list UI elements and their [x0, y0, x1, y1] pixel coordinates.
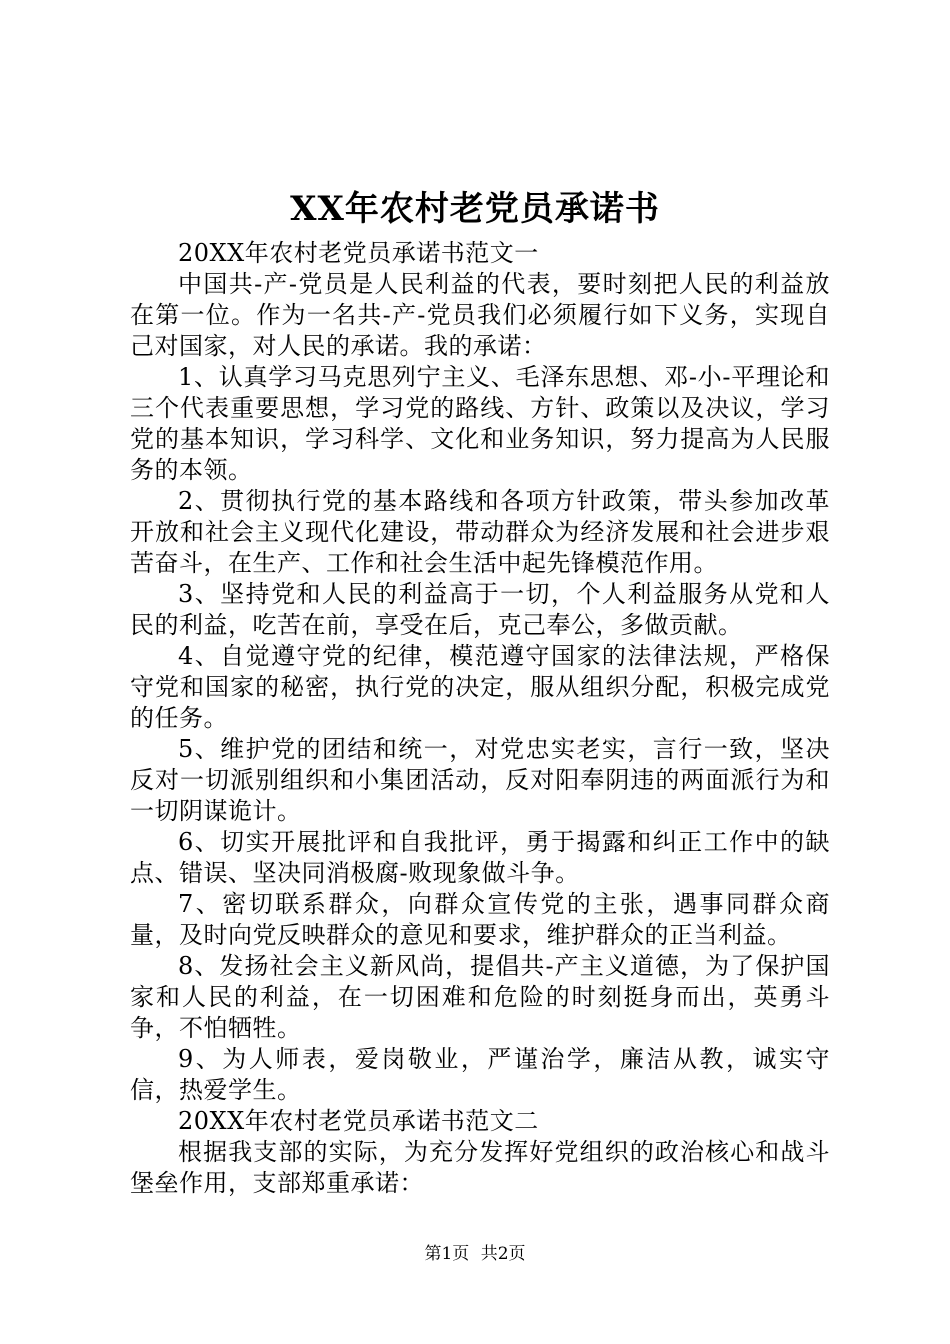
document-title: XX年农村老党员承诺书	[290, 189, 660, 229]
paragraph-item-6: 6、切实开展批评和自我批评，勇于揭露和纠正工作中的缺点、错误、坚决同消极腐-败现象做斗争。	[130, 828, 830, 887]
paragraph-item-1: 1、认真学习马克思列宁主义、毛泽东思想、邓-小-平理论和三个代表重要思想，学习党的路线、方针、政策以及决议，学习党的基本知识，学习科学、文化和业务知识，努力提高为人民服务的本领。	[130, 363, 830, 484]
page-total: 共2页	[480, 1244, 526, 1264]
paragraph-commitment-intro: 根据我支部的实际，为充分发挥好党组织的政治核心和战斗堡垒作用，支部郑重承诺：	[130, 1138, 830, 1197]
paragraph-item-7: 7、密切联系群众，向群众宣传党的主张，遇事同群众商量，及时向党反映群众的意见和要求，维护群众的正当利益。	[130, 890, 830, 949]
section-heading-two: 20XX年农村老党员承诺书范文二	[178, 1107, 539, 1135]
paragraph-item-9: 9、为人师表，爱岗敬业，严谨治学，廉洁从教，诚实守信，热爱学生。	[130, 1045, 830, 1104]
page-number: 第1页	[424, 1244, 470, 1264]
paragraph-item-8: 8、发扬社会主义新风尚，提倡共-产主义道德，为了保护国家和人民的利益，在一切困难和危险的时刻挺身而出，英勇斗争，不怕牺牲。	[130, 952, 830, 1042]
paragraph-item-3: 3、坚持党和人民的利益高于一切，个人利益服务从党和人民的利益，吃苦在前，享受在后，克己奉公，多做贡献。	[130, 580, 830, 639]
paragraph-item-4: 4、自觉遵守党的纪律，模范遵守国家的法律法规，严格保守党和国家的秘密，执行党的决定，服从组织分配，积极完成党的任务。	[130, 642, 830, 732]
paragraph-intro: 中国共-产-党员是人民利益的代表，要时刻把人民的利益放在第一位。作为一名共-产-党员我们必须履行如下义务，实现自己对国家，对人民的承诺。我的承诺：	[130, 270, 830, 360]
paragraph-item-5: 5、维护党的团结和统一，对党忠实老实，言行一致，坚决反对一切派别组织和小集团活动，反对阳奉阴违的两面派行为和一切阴谋诡计。	[130, 735, 830, 825]
paragraph-item-2: 2、贯彻执行党的基本路线和各项方针政策，带头参加改革开放和社会主义现代化建设，带动群众为经济发展和社会进步艰苦奋斗，在生产、工作和社会生活中起先锋模范作用。	[130, 487, 830, 577]
page-footer	[0, 1242, 950, 1266]
section-heading-one: 20XX年农村老党员承诺书范文一	[178, 239, 539, 267]
document-body	[130, 238, 830, 1199]
